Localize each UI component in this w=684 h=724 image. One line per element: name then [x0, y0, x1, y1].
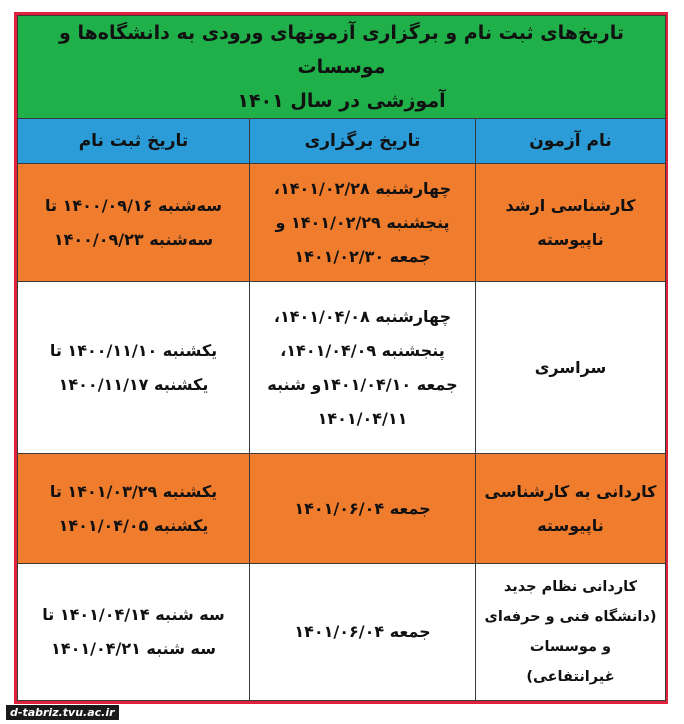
- held-date-cell: [250, 282, 476, 454]
- title-line-2: آموزشی در سال ۱۴۰۱: [237, 90, 446, 112]
- registration-date-cell: [18, 454, 250, 564]
- exam-name-cell: [476, 454, 666, 564]
- exam-name-line: ناپیوسته: [537, 515, 604, 535]
- held-date-cell: [250, 454, 476, 564]
- exam-name-line: ناپیوسته: [537, 229, 604, 249]
- held-date-line: جمعه ۱۴۰۱/۰۶/۰۴: [294, 498, 431, 518]
- table-row: [18, 164, 666, 282]
- exam-name-line: و موسسات غیرانتفاعی): [526, 639, 615, 685]
- header-exam-name: نام آزمون: [476, 119, 666, 164]
- registration-date-cell: [18, 164, 250, 282]
- header-held-date: تاریخ برگزاری: [250, 119, 476, 164]
- registration-date-line: سه‌شنبه ۱۴۰۰/۰۹/۲۳: [53, 229, 214, 249]
- registration-date-line: سه شنبه ۱۴۰۱/۰۴/۱۴ تا: [42, 605, 225, 624]
- held-date-cell: [250, 564, 476, 701]
- exam-name-line: کاردانی به کارشناسی: [484, 481, 657, 501]
- held-date-line: جمعه ۱۴۰۱/۰۴/۱۰و شنبه: [267, 374, 458, 394]
- exam-name-cell: [476, 282, 666, 454]
- held-date-line: جمعه ۱۴۰۱/۰۶/۰۴: [294, 622, 431, 641]
- exam-name-line: (دانشگاه فنی و حرفه‌ای: [484, 609, 657, 625]
- exam-name-line: کاردانی نظام جدید: [503, 579, 638, 595]
- registration-date-line: یکشنبه ۱۴۰۱/۰۴/۰۵: [58, 515, 209, 535]
- held-date-line: پنجشنبه ۱۴۰۱/۰۴/۰۹،: [280, 340, 445, 360]
- registration-date-cell: [18, 564, 250, 701]
- registration-date-line: یکشنبه ۱۴۰۰/۱۱/۱۰ تا: [49, 340, 218, 360]
- exam-name-line: سراسری: [534, 357, 607, 377]
- registration-date-line: یکشنبه ۱۴۰۰/۱۱/۱۷: [58, 374, 209, 394]
- registration-date-line: سه‌شنبه ۱۴۰۰/۰۹/۱۶ تا: [45, 195, 222, 215]
- title-line-1: تاریخ‌های ثبت نام و برگزاری آزمونهای ورودی به دانشگاه‌ها و موسسات: [59, 22, 624, 78]
- held-date-line: پنجشنبه ۱۴۰۱/۰۲/۲۹ و: [275, 212, 450, 232]
- held-date-cell: [250, 164, 476, 282]
- exam-name-cell: [476, 564, 666, 701]
- exam-name-cell: [476, 164, 666, 282]
- registration-date-line: سه شنبه ۱۴۰۱/۰۴/۲۱: [51, 639, 216, 658]
- held-date-line: ۱۴۰۱/۰۴/۱۱: [317, 408, 408, 428]
- table-row: [18, 564, 666, 701]
- table-row: [18, 282, 666, 454]
- held-date-line: چهارشنبه ۱۴۰۱/۰۴/۰۸،: [273, 306, 452, 326]
- exam-schedule-table: [17, 15, 666, 701]
- schedule-frame: [14, 12, 668, 704]
- held-date-line: جمعه ۱۴۰۱/۰۲/۳۰: [294, 246, 431, 266]
- exam-name-line: کارشناسی ارشد: [505, 195, 636, 215]
- table-row: [18, 454, 666, 564]
- site-watermark: d-tabriz.tvu.ac.ir: [6, 705, 119, 720]
- registration-date-cell: [18, 282, 250, 454]
- held-date-line: چهارشنبه ۱۴۰۱/۰۲/۲۸،: [273, 178, 452, 198]
- table-title: [18, 16, 666, 119]
- header-registration-date: تاریخ ثبت نام: [18, 119, 250, 164]
- registration-date-line: یکشنبه ۱۴۰۱/۰۳/۲۹ تا: [49, 481, 218, 501]
